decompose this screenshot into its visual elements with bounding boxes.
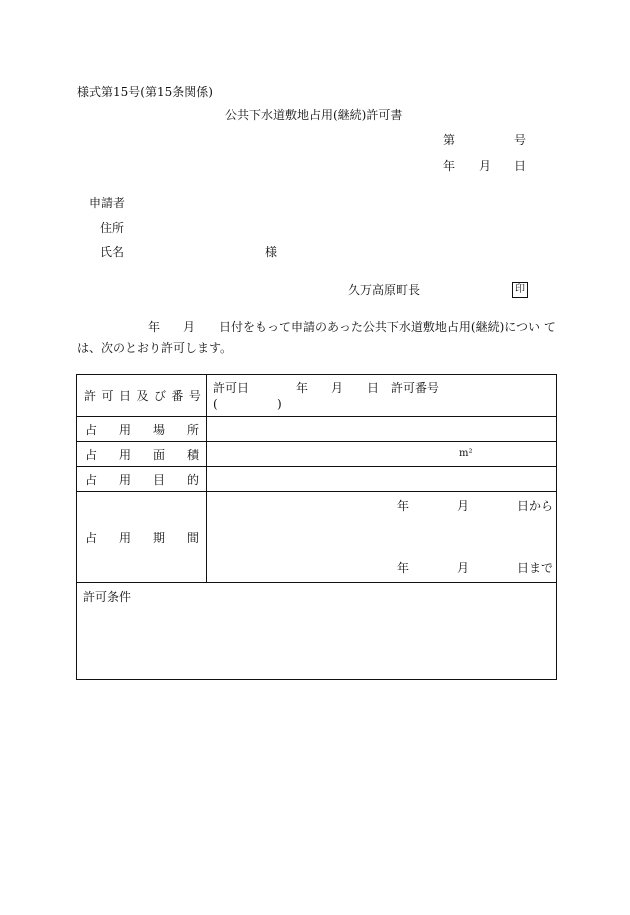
document-title: 公共下水道敷地占用(継続)許可書: [225, 108, 403, 122]
form-number: 様式第15号(第15条関係): [77, 85, 213, 99]
from-suffix: 日から: [517, 499, 554, 513]
paren-close: ): [277, 397, 282, 411]
name-label: 氏名: [100, 245, 125, 259]
label-period: 占 用 期 間: [77, 492, 207, 583]
permit-table: [76, 374, 557, 680]
permit-no-label: 許可番号: [391, 381, 440, 395]
row-area: [77, 442, 557, 467]
row-conditions: [77, 583, 557, 680]
purpose-cell: [207, 467, 557, 492]
from-month: 月: [457, 499, 470, 513]
to-month: 月: [457, 561, 470, 575]
permit-day: 日: [367, 381, 380, 395]
permit-year: 年: [296, 381, 309, 395]
address-label: 住所: [100, 221, 125, 235]
area-unit: m²: [459, 448, 473, 459]
row-location: [77, 417, 557, 442]
to-suffix: 日まで: [517, 561, 554, 575]
from-year: 年: [397, 499, 410, 513]
permit-date-label: 許可日: [213, 381, 250, 395]
permit-month: 月: [331, 381, 344, 395]
doc-no-dai: 第: [443, 133, 456, 147]
issuer-title: 久万高原町長: [348, 283, 421, 297]
row-purpose: [77, 467, 557, 492]
seal-stamp: 印: [512, 282, 528, 298]
label-area: 占 用 面 積: [77, 442, 207, 467]
honorific: 様: [265, 245, 278, 259]
doc-no-go: 号: [514, 133, 527, 147]
body-line2: は、次のとおり許可します。: [77, 341, 233, 355]
body-month: 月: [183, 320, 196, 334]
conditions-label: 許可条件: [83, 590, 132, 604]
row-period: [77, 492, 557, 583]
paren-open: (: [213, 397, 218, 411]
area-cell: [207, 442, 557, 467]
conditions-cell: [77, 583, 557, 680]
doc-date-year: 年: [443, 159, 456, 173]
label-purpose: 占 用 目 的: [77, 467, 207, 492]
period-cell: [207, 492, 557, 583]
location-cell: [207, 417, 557, 442]
applicant-heading: 申請者: [89, 196, 126, 210]
to-year: 年: [397, 561, 410, 575]
body-line1: 日付をもって申請のあった公共下水道敷地占用(継続)につい て: [219, 320, 556, 334]
doc-date-day: 日: [514, 159, 527, 173]
label-location: 占 用 場 所: [77, 417, 207, 442]
body-year: 年: [148, 320, 161, 334]
row-permit-date: [77, 375, 557, 417]
doc-date-month: 月: [479, 159, 492, 173]
label-permit-date: 許 可 日 及 び 番 号: [77, 375, 207, 417]
permit-date-cell: [207, 375, 557, 417]
